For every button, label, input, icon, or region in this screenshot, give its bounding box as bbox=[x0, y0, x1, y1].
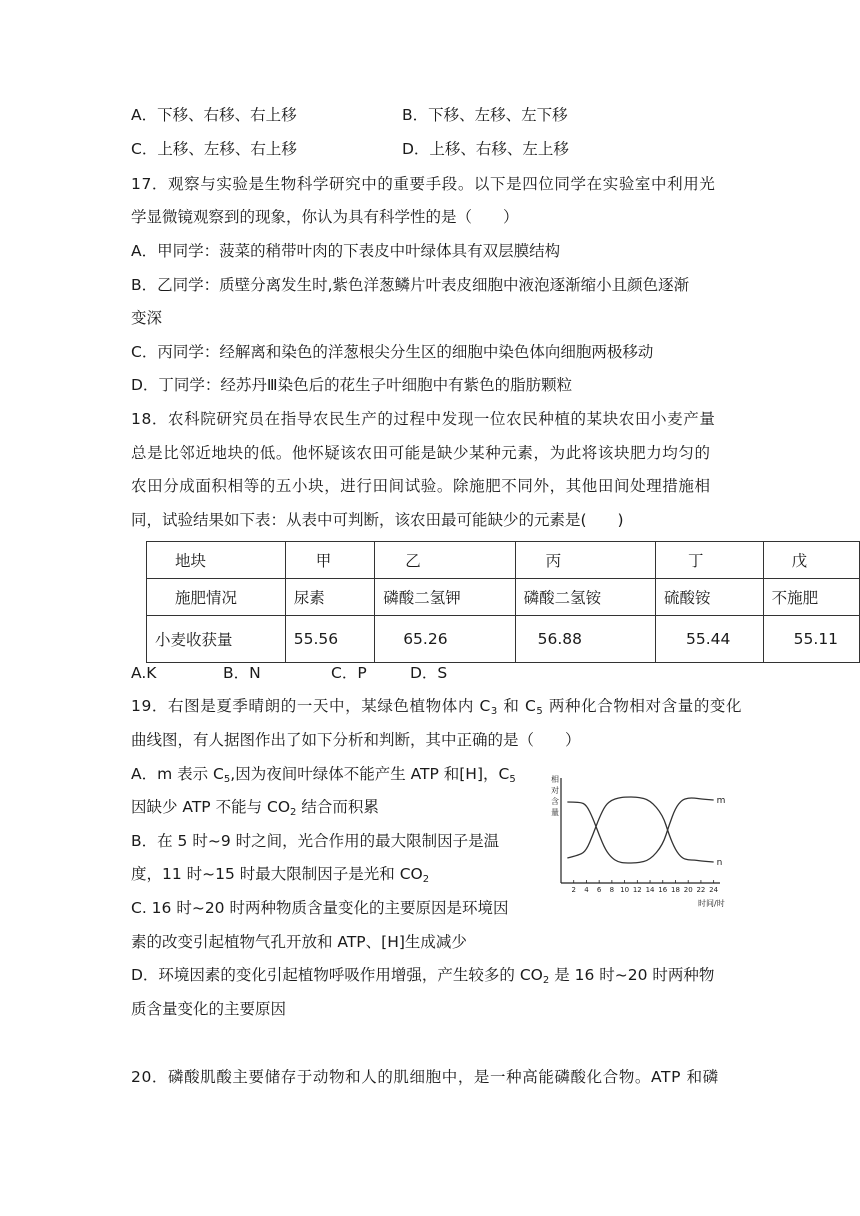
x-tick-label: 8 bbox=[609, 886, 615, 894]
q19-option-a-line2 bbox=[131, 796, 379, 818]
table-cell: 乙 bbox=[375, 542, 515, 579]
q19-option-text: 因缺少 ATP 不能与 CO bbox=[131, 798, 291, 816]
table-cell: 55.11 bbox=[763, 616, 859, 663]
q19-option-d-line2: 质含量变化的主要原因 bbox=[131, 1000, 287, 1018]
y-axis-label-char: 量 bbox=[551, 808, 559, 817]
q19-option-text: 度，11 时~15 时最大限制因子是光和 CO bbox=[131, 865, 423, 883]
x-tick-label: 10 bbox=[620, 886, 630, 894]
q19-option-c-line1: C. 16 时~20 时两种物质含量变化的主要原因是环境因 bbox=[131, 899, 509, 917]
subscript: 5 bbox=[223, 774, 231, 785]
q16-option-c: C．上移、左移、右上移 bbox=[131, 140, 297, 158]
table-row bbox=[147, 616, 860, 663]
q18-stem-line1: 18．农科院研究员在指导农民生产的过程中发现一位农民种植的某块农田小麦产量 bbox=[131, 410, 716, 428]
x-tick-label: 6 bbox=[596, 886, 602, 894]
y-axis-label-char: 含 bbox=[551, 797, 559, 806]
table-cell: 甲 bbox=[285, 542, 374, 579]
q16-option-d: D．上移、右移、左上移 bbox=[402, 140, 569, 158]
q17-option-c: C．丙同学：经解离和染色的洋葱根尖分生区的细胞中染色体向细胞两极移动 bbox=[131, 343, 654, 361]
q17-option-a: A．甲同学：菠菜的稍带叶肉的下表皮中叶绿体具有双层膜结构 bbox=[131, 242, 561, 260]
subscript: 3 bbox=[490, 706, 498, 717]
x-tick-label: 4 bbox=[584, 886, 589, 894]
q19-option-b-line1: B．在 5 时~9 时之间，光合作用的最大限制因子是温 bbox=[131, 832, 500, 850]
q19-option-text: 是 16 时~20 时两种物 bbox=[549, 966, 715, 984]
q19-option-c-line2: 素的改变引起植物气孔开放和 ATP、[H]生成减少 bbox=[131, 933, 467, 951]
table-cell: 小麦收获量 bbox=[147, 616, 286, 663]
x-tick-label: 2 bbox=[571, 886, 576, 894]
q16-option-a: A．下移、右移、右上移 bbox=[131, 106, 297, 124]
q18-option-a: A.K bbox=[131, 664, 157, 682]
table-row bbox=[147, 579, 860, 616]
table-cell: 戊 bbox=[763, 542, 859, 579]
q18-option-c: C．P bbox=[331, 664, 367, 682]
table-row bbox=[147, 542, 860, 579]
q17-option-d: D．丁同学：经苏丹Ⅲ染色后的花生子叶细胞中有紫色的脂肪颗粒 bbox=[131, 376, 573, 394]
q18-stem-line3: 农田分成面积相等的五小块，进行田间试验。除施肥不同外，其他田间处理措施相 bbox=[131, 477, 711, 495]
subscript: 2 bbox=[542, 975, 550, 986]
q19-option-text: A．m 表示 C bbox=[131, 765, 224, 783]
y-axis-label bbox=[551, 774, 559, 817]
c3-c5-content-chart bbox=[548, 768, 728, 910]
fertilizer-results-table bbox=[146, 541, 860, 663]
table-cell: 65.26 bbox=[375, 616, 515, 663]
q19-stem-line2: 曲线图，有人据图作出了如下分析和判断，其中正确的是（ ） bbox=[131, 731, 581, 749]
subscript: 5 bbox=[509, 774, 516, 785]
series-line-m bbox=[567, 798, 713, 863]
table-cell: 地块 bbox=[147, 542, 286, 579]
table-cell: 尿素 bbox=[285, 579, 374, 616]
q18-option-d: D．S bbox=[410, 664, 448, 682]
subscript: 2 bbox=[422, 874, 430, 885]
subscript: 5 bbox=[536, 706, 544, 717]
table-cell: 磷酸二氢钾 bbox=[375, 579, 515, 616]
q19-option-text: ,因为夜间叶绿体不能产生 ATP 和[H]，C bbox=[230, 765, 510, 783]
table-cell: 丙 bbox=[515, 542, 655, 579]
table-cell: 磷酸二氢铵 bbox=[515, 579, 655, 616]
q18-stem-line2: 总是比邻近地块的低。他怀疑该农田可能是缺少某种元素，为此将该块肥力均匀的 bbox=[131, 444, 711, 462]
x-tick-label: 12 bbox=[632, 886, 642, 894]
table-cell: 不施肥 bbox=[763, 579, 859, 616]
table-cell: 施肥情况 bbox=[147, 579, 286, 616]
q19-stem-line1 bbox=[131, 695, 742, 717]
q18-stem-line4: 同，试验结果如下表：从表中可判断，该农田最可能缺少的元素是( ) bbox=[131, 511, 624, 529]
y-axis-label-char: 相 bbox=[551, 775, 559, 784]
table-cell: 硫酸铵 bbox=[656, 579, 764, 616]
x-tick-label: 14 bbox=[645, 886, 655, 894]
y-axis-label-char: 对 bbox=[551, 786, 559, 795]
subscript: 2 bbox=[290, 807, 297, 818]
q18-option-b: B．N bbox=[223, 664, 261, 682]
q19-option-b-line2 bbox=[131, 863, 429, 885]
x-tick-label: 16 bbox=[658, 886, 668, 894]
q16-option-b: B．下移、左移、左下移 bbox=[402, 106, 568, 124]
q19-stem-text: 19．右图是夏季晴朗的一天中，某绿色植物体内 C bbox=[131, 697, 491, 715]
x-tick-label: 18 bbox=[671, 886, 680, 894]
table-cell: 55.44 bbox=[656, 616, 764, 663]
q19-stem-text: 和 C bbox=[497, 697, 537, 715]
q19-option-d-line1 bbox=[131, 964, 714, 986]
q20-stem-line1: 20．磷酸肌酸主要储存于动物和人的肌细胞中，是一种高能磷酸化合物。ATP 和磷 bbox=[131, 1068, 719, 1086]
x-axis-label: 时间/时 bbox=[698, 899, 725, 908]
q19-option-text: 结合而积累 bbox=[296, 798, 379, 816]
q17-option-b-line2: 变深 bbox=[131, 309, 163, 327]
table-cell: 55.56 bbox=[285, 616, 374, 663]
q19-option-a-line1 bbox=[131, 763, 516, 785]
series-label-n: n bbox=[716, 858, 723, 868]
x-tick-label: 20 bbox=[683, 886, 693, 894]
q17-stem-line2: 学显微镜观察到的现象，你认为具有科学性的是（ ） bbox=[131, 208, 519, 226]
series-label-m: m bbox=[716, 796, 726, 806]
q19-option-text: D．环境因素的变化引起植物呼吸作用增强，产生较多的 CO bbox=[131, 966, 543, 984]
q17-option-b-line1: B．乙同学：质壁分离发生时,紫色洋葱鳞片叶表皮细胞中液泡逐渐缩小且颜色逐渐 bbox=[131, 276, 690, 294]
x-tick-label: 22 bbox=[696, 886, 706, 894]
q19-stem-text: 两种化合物相对含量的变化 bbox=[543, 697, 743, 715]
table-cell: 丁 bbox=[656, 542, 764, 579]
q17-stem-line1: 17．观察与实验是生物科学研究中的重要手段。以下是四位同学在实验室中利用光 bbox=[131, 175, 716, 193]
table-cell: 56.88 bbox=[515, 616, 655, 663]
series-line-n bbox=[567, 797, 713, 862]
x-tick-label: 24 bbox=[709, 886, 719, 894]
